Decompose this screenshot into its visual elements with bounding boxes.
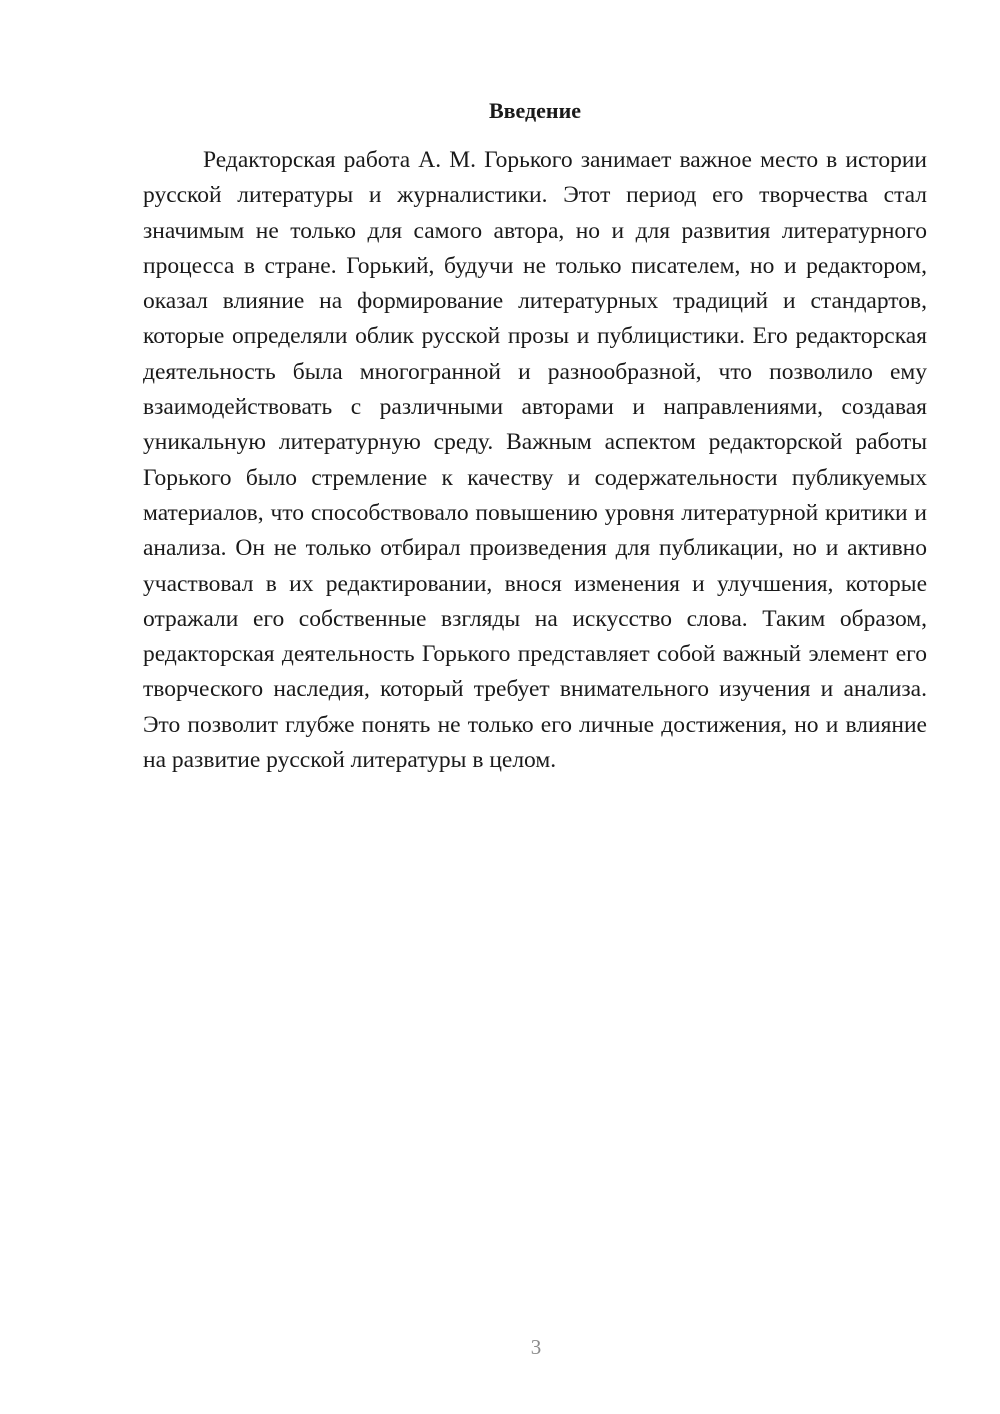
section-heading: Введение <box>488 98 582 123</box>
body-paragraph: Редакторская работа А. М. Горького занимает важное место в истории русской литературы и журналистики. Этот период его творчества стал значимым не только для самого автора, но и для развития литературного процесса в стране. Горький, будучи не только писателем, но и редактором, оказал влияние на формирование литературных традиций и стандартов, которые определяли облик русской прозы и публицистики. Его редакторская деятельность была многогранной и разнообразной, что позволило ему взаимодействовать с различными авторами и направлениями, создавая уникальную литературную среду. Важным аспектом редакторской работы Горького было стремление к качеству и содержательности публикуемых материалов, что способствовало повышению уровня литературной критики и анализа. Он не только отбирал произведения для публикации, но и активно участвовал в их редактировании, внося изменения и улучшения, которые отражали его собственные взгляды на искусство слова. Таким образом, редакторская деятельность Горького представляет собой важный элемент его творческого наследия, который требует внимательного изучения и анализа. Это позволит глубже понять не только его личные достижения, но и влияние на развитие русской литературы в целом. <box>143 147 927 774</box>
page-number: 3 <box>530 1335 542 1359</box>
